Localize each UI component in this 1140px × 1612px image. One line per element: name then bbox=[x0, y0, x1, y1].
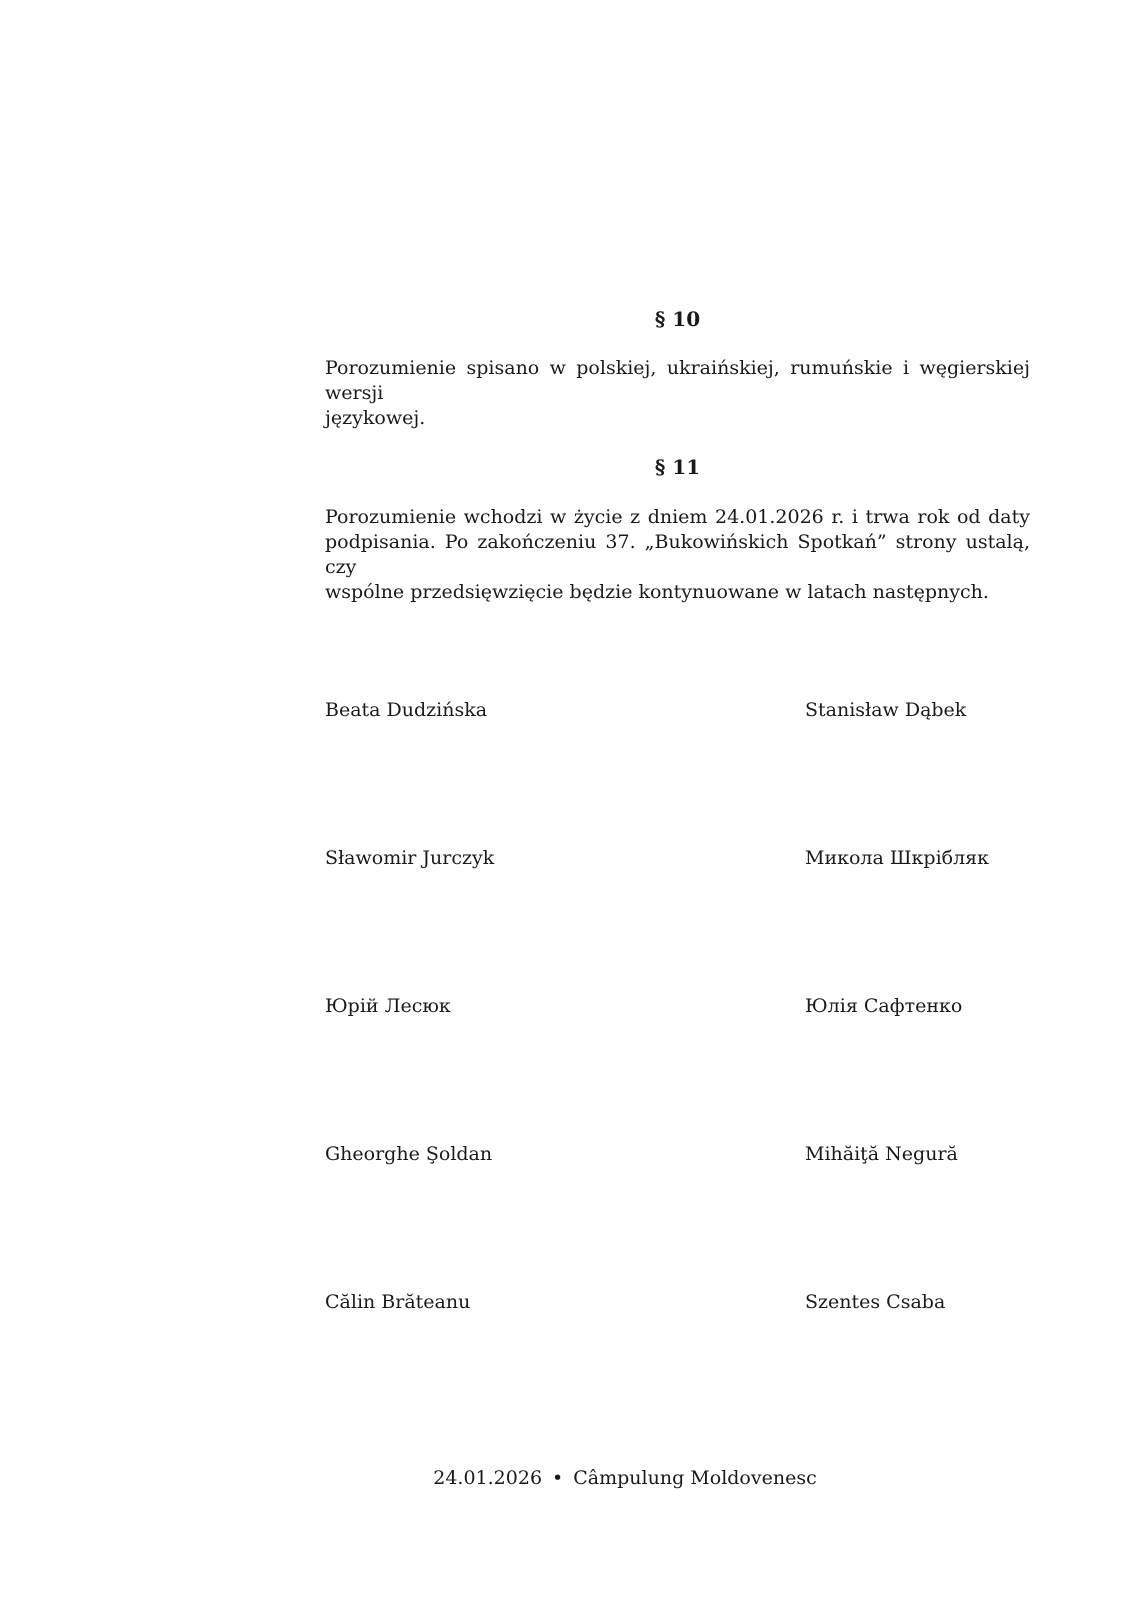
signatory-name: Sławomir Jurczyk bbox=[325, 847, 495, 869]
signatory-name: Szentes Csaba bbox=[805, 1291, 946, 1313]
footer-place: Câmpulung Moldovenesc bbox=[573, 1467, 817, 1489]
paragraph-line: językowej. bbox=[325, 407, 426, 429]
section-10-paragraph bbox=[325, 356, 1030, 431]
signatory-name: Gheorghe Şoldan bbox=[325, 1143, 493, 1165]
section-heading-10: § 10 bbox=[654, 307, 701, 331]
paragraph-line: Porozumienie wchodzi w życie z dniem 24.01.2026 r. i trwa rok od daty bbox=[325, 506, 1030, 528]
signatory-name: Юрій Лесюк bbox=[325, 995, 451, 1017]
paragraph-line: podpisania. Po zakończeniu 37. „Bukowińskich Spotkań” strony ustalą, czy bbox=[325, 531, 1030, 578]
paragraph-line: wspólne przedsięwzięcie będzie kontynuowane w latach następnych. bbox=[325, 581, 989, 603]
paragraph-line: Porozumienie spisano w polskiej, ukraińskiej, rumuńskie i węgierskiej wersji bbox=[325, 357, 1030, 404]
footer-date: 24.01.2026 bbox=[433, 1467, 543, 1489]
footer-date-place bbox=[0, 1466, 1140, 1490]
signatory-name: Юлія Сафтенко bbox=[805, 995, 963, 1017]
section-11-paragraph bbox=[325, 505, 1030, 605]
bullet-separator: • bbox=[552, 1467, 564, 1489]
signatory-name: Călin Brăteanu bbox=[325, 1291, 471, 1313]
signatory-name: Mihăiţă Negură bbox=[805, 1143, 958, 1165]
section-heading-11: § 11 bbox=[654, 455, 701, 479]
signatory-name: Beata Dudzińska bbox=[325, 699, 488, 721]
signatory-name: Микола Шкрібляк bbox=[805, 847, 990, 869]
signatory-name: Stanisław Dąbek bbox=[805, 699, 967, 721]
